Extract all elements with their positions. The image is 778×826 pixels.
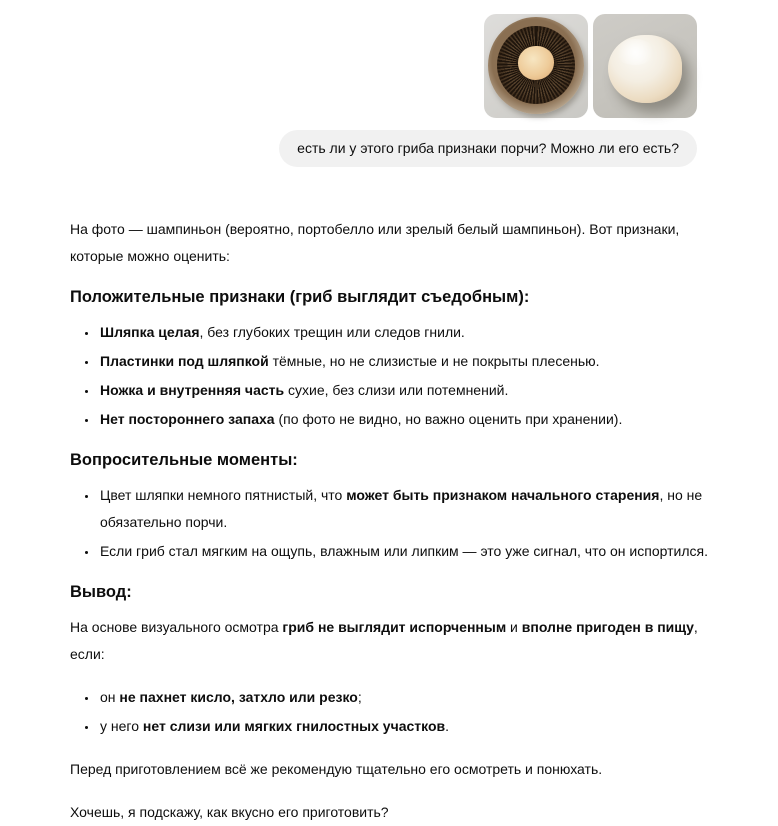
section-heading-conclusion: Вывод: <box>70 583 132 602</box>
positive-signs-list <box>70 319 708 433</box>
intro-paragraph: На фото — шампиньон (вероятно, портобелло или зрелый белый шампиньон). Вот признаки, которые можно оценить: <box>70 220 680 264</box>
mushroom-gills-image[interactable] <box>484 14 588 118</box>
list-item: • у него нет слизи или мягких гнилостных участков. <box>98 713 708 740</box>
section-heading-questionable-points: Вопросительные моменты: <box>70 450 298 469</box>
advice-paragraph: Перед приготовлением всё же рекомендую тщательно его осмотреть и понюхать. <box>70 761 603 778</box>
attached-images-row <box>70 14 708 118</box>
list-item: • Ножка и внутренняя часть сухие, без слизи или потемнений. <box>98 377 708 404</box>
user-message-row <box>70 130 708 167</box>
list-item: • Пластинки под шляпкой тёмные, но не слизистые и не покрыты плесенью. <box>98 348 708 375</box>
user-message-text: есть ли у этого гриба признаки порчи? Можно ли его есть? <box>297 140 679 156</box>
list-item: • Если гриб стал мягким на ощупь, влажным или липким — это уже сигнал, что он испортился. <box>98 538 708 565</box>
assistant-message <box>70 216 708 826</box>
list-item: • Шляпка целая, без глубоких трещин или следов гнили. <box>98 319 708 346</box>
mushroom-cap-highlight-art <box>615 39 655 65</box>
conclusion-conditions-list <box>70 684 708 740</box>
user-message-bubble <box>279 130 697 167</box>
mushroom-cap-image[interactable] <box>593 14 697 118</box>
mushroom-stem-art <box>518 46 554 80</box>
section-heading-positive-signs: Положительные признаки (гриб выглядит съедобным): <box>70 287 530 306</box>
chat-content-column <box>70 0 708 826</box>
follow-up-question: Хочешь, я подскажу, как вкусно его приготовить? <box>70 804 389 821</box>
list-item: • Цвет шляпки немного пятнистый, что может быть признаком начального старения, но не обязательно порчи. <box>98 482 708 536</box>
list-item: • он не пахнет кисло, затхло или резко; <box>98 684 708 711</box>
conclusion-lead-paragraph: На основе визуального осмотра гриб не выглядит испорченным и вполне пригоден в пищу, если: <box>70 619 698 663</box>
list-item: • Нет постороннего запаха (по фото не видно, но важно оценить при хранении). <box>98 406 708 433</box>
questionable-points-list <box>70 482 708 565</box>
